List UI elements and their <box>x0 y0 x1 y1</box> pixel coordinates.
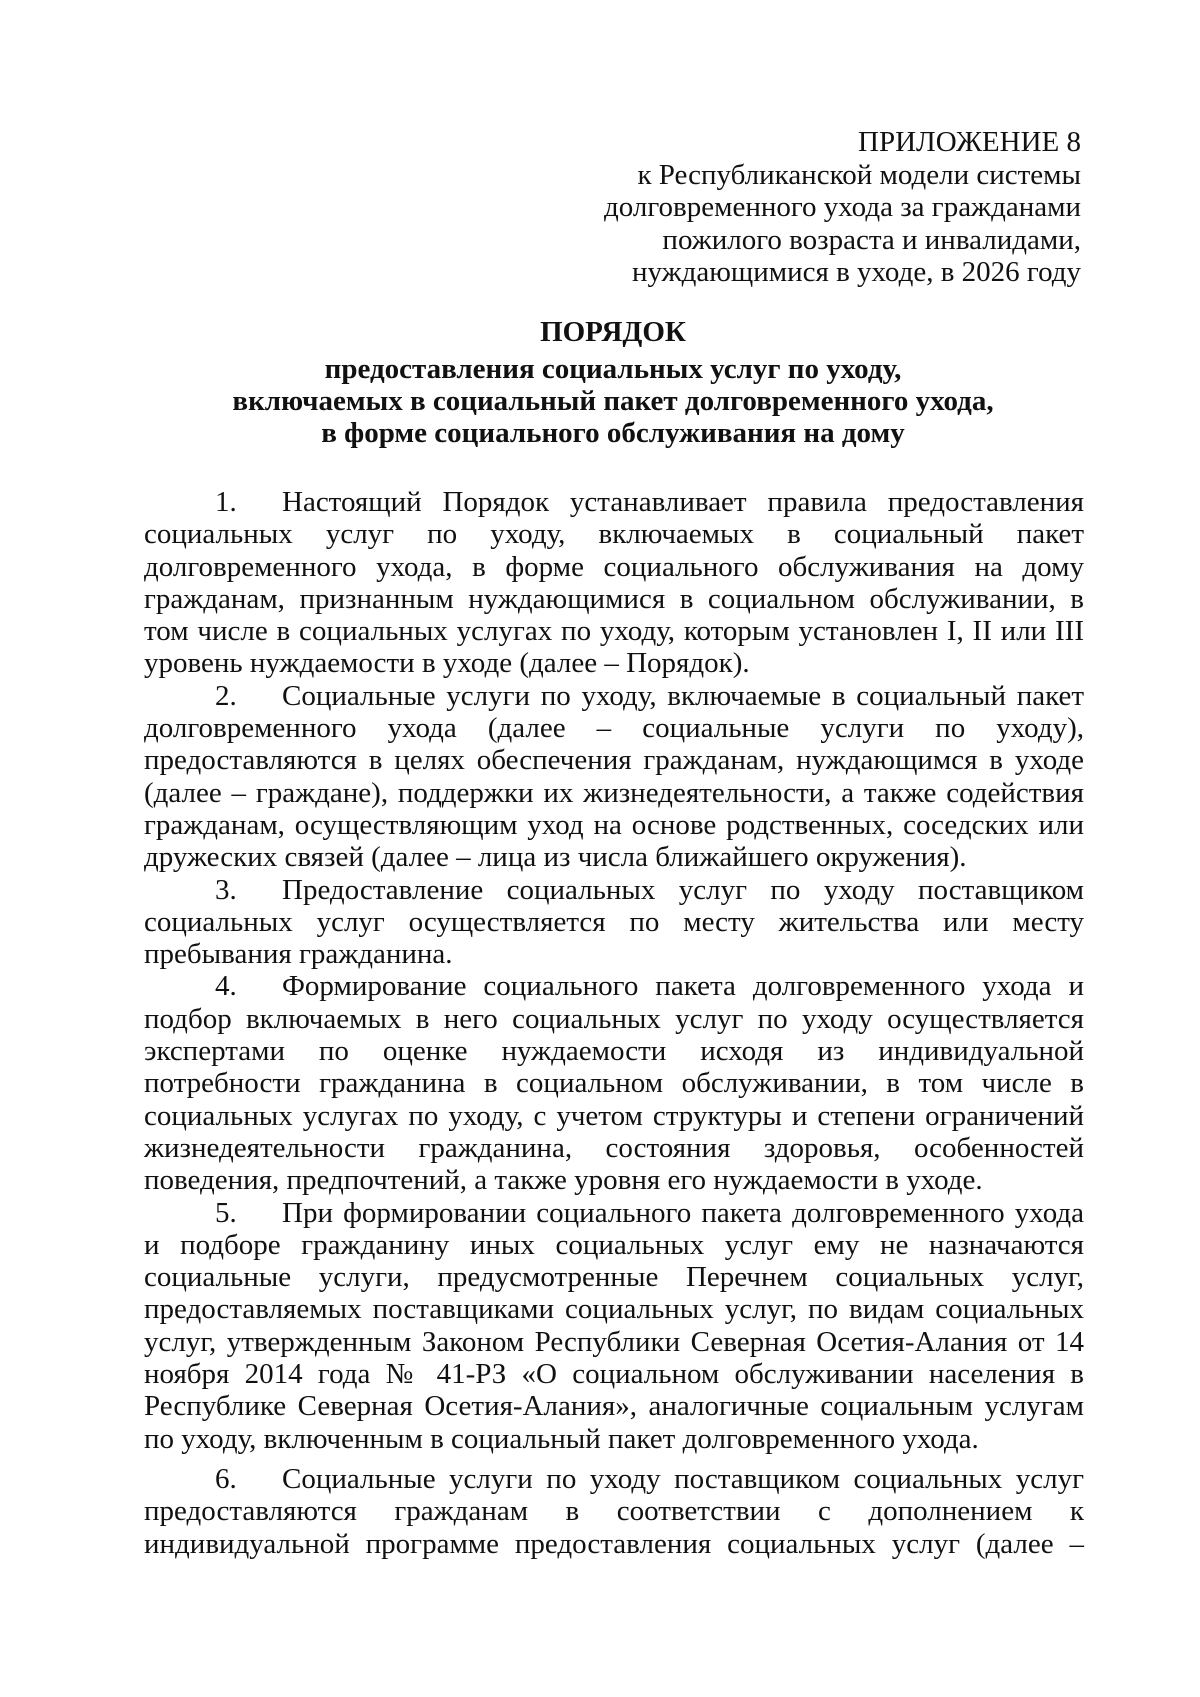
document-body <box>144 486 1084 1560</box>
paragraph-text: Социальные услуги по уходу, включаемые в социальный пакет долговременного ухода (далее – социальные услуги по уходу), предоставляются в целях обеспечения гражданам, нуждающимся в уходе (далее – граждане), поддержки их жизнедеятельности, а также содействия гражданам, осуществляющим уход на основе родственных, соседских или дружеских связей (далее – лица из числа ближайшего окружения). <box>144 679 1084 874</box>
paragraph-text: Предоставление социальных услуг по уходу поставщиком социальных услуг осуществляется по месту жительства или месту пребывания гражданина. <box>144 873 1084 971</box>
paragraph-text: При формировании социального пакета долговременного ухода и подборе гражданину иных социальных услуг ему не назначаются социальные услуги, предусмотренные Перечнем социальных услуг, предоставляемых поставщиками социальных услуг, по видам социальных услуг, утвержденным Законом Республики Северная Осетия-Алания от 14 ноября 2014 года № 41-РЗ «О социальном обслуживании населения в Республике Северная Осетия-Алания», аналогичные социальным услугам по уходу, включенным в социальный пакет долговременного ухода. <box>144 1196 1084 1455</box>
document-title <box>140 316 1086 449</box>
paragraph <box>144 1197 1084 1455</box>
title-line: предоставления социальных услуг по уходу, <box>324 353 902 385</box>
paragraph-text: Настоящий Порядок устанавливает правила предоставления социальных услуг по уходу, включаемых в социальный пакет долговременного ухода, в форме социального обслуживания на дому гражданам, признанным нуждающимися в социальном обслуживании, в том числе в социальных услугах по уходу, которым установлен I, II или III уровень нуждаемости в уходе (далее – Порядок). <box>144 486 1084 680</box>
paragraph <box>144 680 1084 874</box>
title-line: включаемых в социальный пакет долговременного ухода, <box>232 385 994 417</box>
appendix-header <box>521 126 1081 289</box>
appendix-line: пожилого возраста и инвалидами, <box>662 223 1081 256</box>
paragraph <box>144 970 1084 1196</box>
paragraph-number: 3. <box>215 873 237 906</box>
paragraph-number: 2. <box>215 679 237 712</box>
paragraph <box>144 874 1084 971</box>
appendix-number: ПРИЛОЖЕНИЕ 8 <box>858 126 1081 158</box>
paragraph-number: 1. <box>215 486 237 518</box>
paragraph-number: 4. <box>215 970 237 1003</box>
paragraph-number: 6. <box>215 1462 237 1495</box>
paragraph-number: 5. <box>215 1196 237 1229</box>
appendix-line: долговременного ухода за гражданами <box>604 191 1081 223</box>
appendix-line: к Республиканской модели системы <box>637 158 1081 191</box>
appendix-line: нуждающимися в уходе, в 2026 году <box>631 256 1081 288</box>
paragraph <box>144 1463 1084 1560</box>
paragraph-text: Социальные услуги по уходу поставщиком социальных услуг предоставляются гражданам в соответствии с дополнением к индивидуальной программе предоставления социальных услуг (далее – <box>144 1462 1084 1560</box>
paragraph <box>144 486 1084 680</box>
paragraph-text: Формирование социального пакета долговременного ухода и подбор включаемых в него социальных услуг по уходу осуществляется экспертами по оценке нуждаемости исходя из индивидуальной потребности гражданина в социальном обслуживании, в том числе в социальных услугах по уходу, с учетом структуры и степени ограничений жизнедеятельности гражданина, состояния здоровья, особенностей поведения, предпочтений, а также уровня его нуждаемости в уходе. <box>144 970 1084 1197</box>
title-heading: ПОРЯДОК <box>540 316 686 348</box>
title-line: в форме социального обслуживания на дому <box>321 417 905 449</box>
